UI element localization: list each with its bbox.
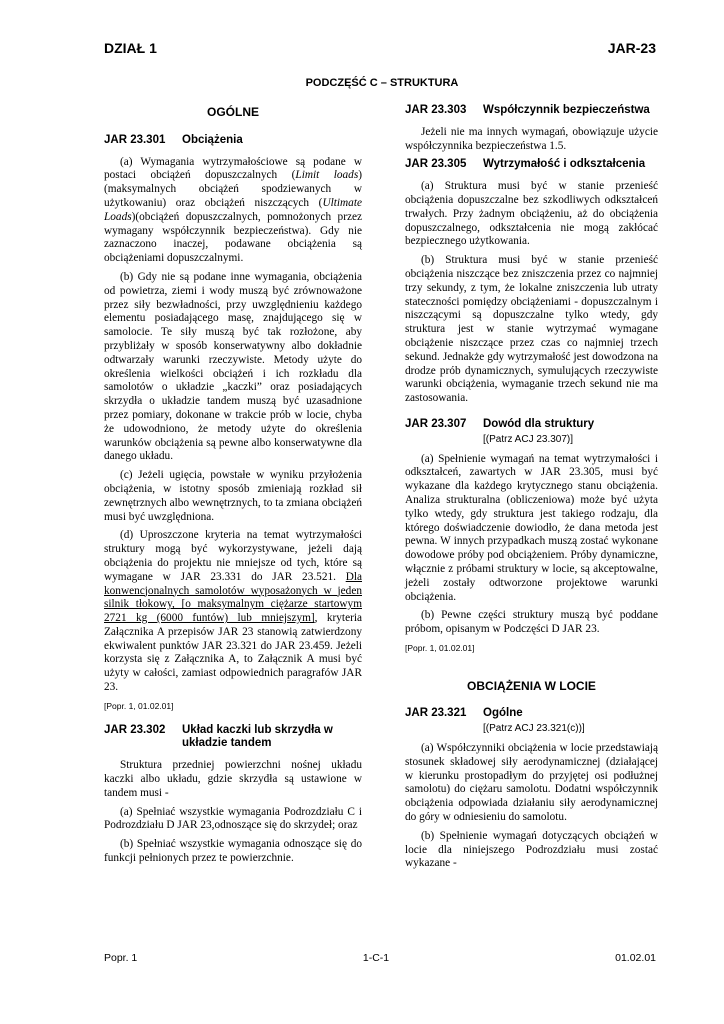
section-title: Ogólne bbox=[483, 707, 523, 720]
paragraph-301-d: (d) Uproszczone kryteria na temat wytrzymałości struktury mogą być wykorzystywane, jeżeli dają obciążenia do projektu nie mniejsze od tych, które są wymagane w JAR 23.331 do JAR 23.521. Dla konwencjonalnych samolotów wyposażonych w jeden silnik tłokowy, [o maksymalnym ciężarze startowym 2721 kg (6000 funtów) lub mniejszym], kryteria Załącznika A przepisów JAR 23 stanowią zatwierdzony ekwiwalent punktów JAR 23.321 do JAR 23.459. Jeżeli korzysta się z Załącznika A, to Załącznik A musi być użyty w całości, zamiast odpowiednich paragrafów JAR 23. bbox=[104, 529, 362, 694]
section-heading-23-301 bbox=[104, 134, 362, 148]
header-regulation-label: JAR-23 bbox=[607, 40, 656, 56]
section-number: JAR 23.303 bbox=[405, 104, 467, 116]
amendment-note: [Popr. 1, 01.02.01] bbox=[405, 642, 475, 653]
section-heading-23-305 bbox=[405, 158, 658, 172]
flight-loads-heading: OBCIĄŻENIA W LOCIE bbox=[467, 678, 596, 693]
section-title: Obciążenia bbox=[182, 133, 243, 146]
paragraph-302-b: (b) Spełniać wszystkie wymagania odnoszące się do funkcji pełnionych przez te powierzchnie. bbox=[104, 838, 362, 865]
paragraph-303: Jeżeli nie ma innych wymagań, obowiązuje użycie współczynnika bezpieczeństwa 1.5. bbox=[405, 125, 658, 152]
acj-reference: [(Patrz ACJ 23.307)] bbox=[483, 433, 574, 445]
section-number: JAR 23.321 bbox=[405, 707, 467, 720]
footer-amendment: Popr. 1 bbox=[104, 952, 138, 964]
right-column bbox=[405, 100, 658, 876]
footer-date: 01.02.01 bbox=[615, 952, 656, 964]
section-title: Współczynnik bezpieczeństwa bbox=[483, 104, 650, 116]
subpart-title: PODCZĘŚĆ C – STRUKTURA bbox=[305, 77, 459, 89]
footer-page-number: 1-C-1 bbox=[362, 952, 390, 964]
section-number: JAR 23.305 bbox=[405, 158, 467, 171]
section-title: Wytrzymałość i odkształcenia bbox=[483, 158, 646, 171]
paragraph-321-b: (b) Spełnienie wymagań dotyczących obciążeń w locie dla niniejszego Podrozdziału musi zostać wykazane - bbox=[405, 829, 658, 870]
paragraph-302-a: (a) Spełniać wszystkie wymagania Podrozdziału C i Podrozdziału D JAR 23,odnoszące się do skrzydeł; oraz bbox=[104, 805, 362, 832]
section-title: Dowód dla struktury bbox=[483, 417, 595, 430]
paragraph-305-b: (b) Struktura musi być w stanie przenieść obciążenia niszczące bez zniszczenia przez co najmniej trzy sekundy, z tym, że lokalne zniszczenia lub utraty stateczności pomiędzy obciążeniami - dopuszczalnym i niszczącymi są dopuszczalne tylko wtedy, gdy struktura jest w stanie wytrzymać wymagane obciążenie niszczące przez czas co najmniej trzech sekund. Jednakże gdy wytrzymałość jest dowodzona na drodze prób dynamicznych, symulujących rzeczywiste warunki obciążenia, wymaganie trzech sekund nie ma zastosowania. bbox=[405, 254, 658, 405]
paragraph-301-a: (a) Wymagania wytrzymałościowe są podane w postaci obciążeń dopuszczalnych (Limit loads) (maksymalnych obciążeń spodziewanych w użytkowaniu) oraz obciążeń niszczących (Ultimate Loads)(obciążeń dopuszczalnych, pomnożonych przez wymagany współczynnik bezpieczeństwa). Gdy nie zaznaczono inaczej, podawane obciążenia są obciążeniami dopuszczalnymi. bbox=[104, 155, 362, 265]
section-heading-23-307 bbox=[405, 418, 658, 432]
general-heading: OGÓLNE bbox=[206, 105, 259, 119]
paragraph-305-a: (a) Struktura musi być w stanie przenieść obciążenia dopuszczalne bez szkodliwych odkształceń trwałych. Przy żadnym obciążeniu, aż do obciążenia dopuszczalnego, odkształcenia nie mogą zakłócać bezpiecznego użytkowania. bbox=[405, 180, 658, 248]
section-heading-23-303 bbox=[405, 104, 658, 118]
paragraph-307-b: (b) Pewne części struktury muszą być poddane próbom, opisanym w Podczęści D JAR 23. bbox=[405, 609, 658, 636]
section-number: JAR 23.301 bbox=[104, 133, 166, 146]
section-title: Układ kaczki lub skrzydła w układzie tandem bbox=[182, 723, 333, 750]
section-heading-23-302 bbox=[104, 724, 362, 752]
paragraph-301-b: (b) Gdy nie są podane inne wymagania, obciążenia od powietrza, ziemi i wody muszą być zrównoważone przez siły bezwładności, przy uwzględnieniu każdego elementu posiadającego masę, znajdującego się w samolocie. Te siły muszą być tak rozłożone, aby przybliżały w sposób konserwatywny albo dokładnie odtwarzały warunki rzeczywiste. Metody użyte do określenia wielkości obciążeń i ich rozkładu dla samolotów o układzie „kaczki” oraz posiadających skrzydła o układzie tandem muszą być uzasadnione przez pomiary, dokonane w trakcie prób w locie, chyba że udowodniono, że metody użyte do określenia warunków obciążenia są pewne albo konserwatywne dla danego układu. bbox=[104, 270, 362, 463]
paragraph-301-c: (c) Jeżeli ugięcia, powstałe w wyniku przyłożenia obciążenia, w istotny sposób zmieniają rozkład sił zewnętrznych albo wewnętrznych, to ta zmiana obciążeń musi być uwzględniona. bbox=[104, 469, 362, 523]
amended-text: Dla konwencjonalnych samolotów wyposażonych w jeden silnik tłokowy, [o maksymalnym ciężarze startowym 2721 kg (6000 funtów) lub mniejszym] bbox=[104, 570, 362, 625]
paragraph-307-a: (a) Spełnienie wymagań na temat wytrzymałości i odkształceń, zawartych w JAR 23.305, musi być wykazane dla każdego krytycznego stanu obciążenia. Analiza strukturalna (obliczeniowa) może być użyta tylko wtedy, gdy struktura jest takiego rodzaju, dla którego doświadczenie dowiodło, że dana metoda jest pewna. W innych przypadkach muszą zostać wykonane dowodowe próby pod obciążeniem. Próby dynamiczne, włącznie z próbami struktury w locie, są akceptowalne, jeżeli zostały odtworzone projektowe warunki obciążenia. bbox=[405, 452, 658, 603]
section-number: JAR 23.307 bbox=[405, 417, 467, 430]
section-heading-23-321 bbox=[405, 707, 658, 721]
acj-reference: [(Patrz ACJ 23.321(c))] bbox=[483, 723, 585, 735]
section-number: JAR 23.302 bbox=[104, 723, 166, 736]
left-column bbox=[104, 100, 362, 871]
header-section-label: DZIAŁ 1 bbox=[104, 40, 157, 56]
amendment-note: [Popr. 1, 01.02.01] bbox=[104, 700, 174, 711]
paragraph-302-intro: Struktura przedniej powierzchni nośnej układu kaczki albo układu, gdzie skrzydła są ustawione w tandem musi - bbox=[104, 759, 362, 799]
paragraph-321-a: (a) Współczynniki obciążenia w locie przedstawiają stosunek składowej siły aerodynamicznej (działającej w kierunku prostopadłym do przyjętej osi podłużnej samolotu) do ciężaru samolotu. Dodatni współczynnik obciążenia odpowiada działaniu siły aerodynamicznej do góry w odniesieniu do samolotu. bbox=[405, 742, 658, 824]
